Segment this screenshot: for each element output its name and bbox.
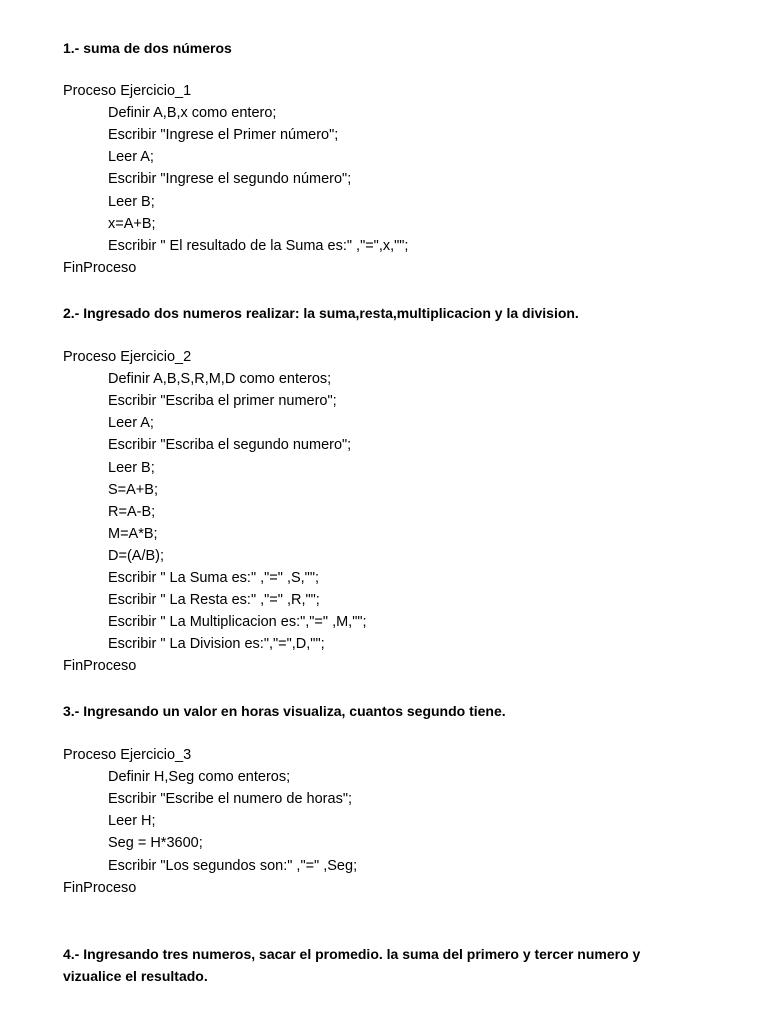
code-line: Escribir " La Multiplicacion es:","=" ,M,""; xyxy=(108,614,367,631)
code-line: Escribir "Escriba el segundo numero"; xyxy=(108,437,352,454)
code-line: Escribir "Ingrese el segundo número"; xyxy=(108,171,352,188)
code-line: Escribir " El resultado de la Suma es:" ,"=",x,""; xyxy=(108,237,409,254)
code-line: x=A+B; xyxy=(108,215,156,232)
code-line: Leer H; xyxy=(108,813,156,830)
code-line: Escribir "Escriba el primer numero"; xyxy=(108,393,337,410)
code-line: Escribir " La Resta es:" ,"=" ,R,""; xyxy=(108,592,320,609)
code-line: M=A*B; xyxy=(108,525,158,542)
code-line: Escribir "Ingrese el Primer número"; xyxy=(108,127,339,144)
code-line: Seg = H*3600; xyxy=(108,835,203,852)
fin-proceso: FinProceso xyxy=(63,259,137,276)
fin-proceso: FinProceso xyxy=(63,879,137,896)
exercise-heading: vizualice el resultado. xyxy=(63,968,208,985)
code-line: Escribir "Escribe el numero de horas"; xyxy=(108,791,353,808)
fin-proceso: FinProceso xyxy=(63,658,137,675)
exercise-heading: 4.- Ingresando tres numeros, sacar el promedio. la suma del primero y tercer numero y xyxy=(63,946,641,962)
code-line: Definir A,B,S,R,M,D como enteros; xyxy=(108,371,332,388)
exercise-heading: 1.- suma de dos números xyxy=(63,40,232,56)
code-line: Leer A; xyxy=(108,415,154,432)
proceso-start: Proceso Ejercicio_2 xyxy=(63,349,192,365)
exercise-heading: 2.- Ingresado dos numeros realizar: la suma,resta,multiplicacion y la division. xyxy=(63,305,579,321)
code-line: Escribir " La Division es:","=",D,""; xyxy=(108,636,325,653)
proceso-start: Proceso Ejercicio_1 xyxy=(63,83,192,99)
exercise-heading: 3.- Ingresando un valor en horas visualiza, cuantos segundo tiene. xyxy=(63,703,506,719)
code-line: Definir A,B,x como entero; xyxy=(108,105,277,122)
code-line: Leer A; xyxy=(108,149,154,166)
code-line: Escribir " La Suma es:" ,"=" ,S,""; xyxy=(108,570,319,586)
code-line: R=A-B; xyxy=(108,503,156,520)
code-line: Definir H,Seg como enteros; xyxy=(108,769,291,786)
code-line: Escribir "Los segundos son:" ,"=" ,Seg; xyxy=(108,857,358,874)
code-line: Leer B; xyxy=(108,193,155,210)
code-line: S=A+B; xyxy=(108,481,158,498)
proceso-start: Proceso Ejercicio_3 xyxy=(63,747,192,763)
code-line: Leer B; xyxy=(108,459,155,476)
code-line: D=(A/B); xyxy=(108,547,164,564)
